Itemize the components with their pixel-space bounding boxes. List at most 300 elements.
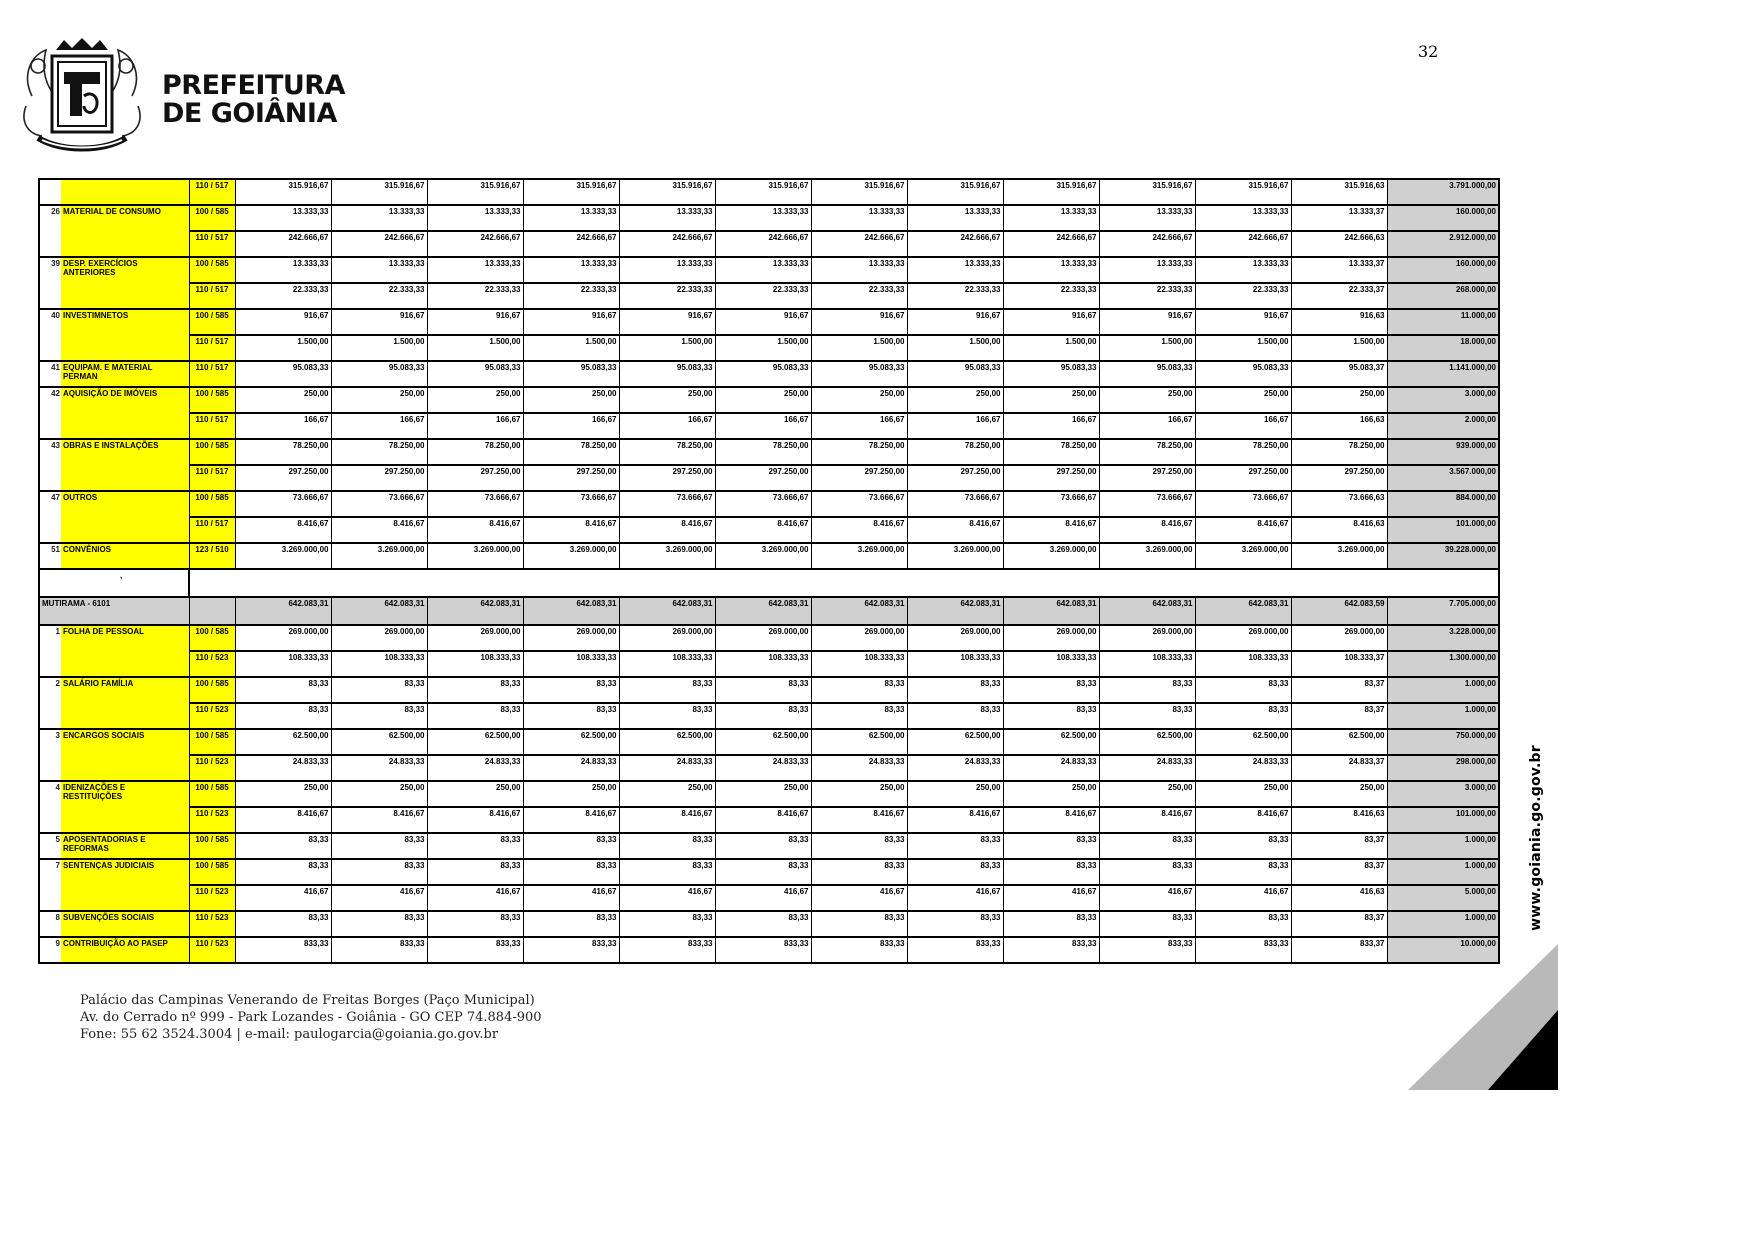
month-value-cell: 250,00	[907, 781, 1003, 807]
month-value-cell: 95.083,33	[427, 361, 523, 387]
month-value-cell: 73.666,67	[523, 491, 619, 517]
row-total: 268.000,00	[1387, 283, 1499, 309]
month-value-cell: 83,33	[619, 703, 715, 729]
month-value-cell: 62.500,00	[1003, 729, 1099, 755]
month-value-cell: 8.416,67	[715, 807, 811, 833]
section-header-row	[39, 597, 1499, 625]
section-month-value: 642.083,31	[235, 597, 331, 625]
row-code	[39, 465, 61, 491]
month-value-cell: 22.333,33	[619, 283, 715, 309]
row-fonte: 110 / 517	[189, 231, 235, 257]
month-value-cell: 297.250,00	[811, 465, 907, 491]
month-value-cell: 833,33	[907, 937, 1003, 963]
month-value-cell: 297.250,00	[619, 465, 715, 491]
month-value-cell: 13.333,33	[427, 205, 523, 231]
month-value-cell: 8.416,67	[619, 807, 715, 833]
row-fonte: 110 / 523	[189, 937, 235, 963]
month-value-cell: 78.250,00	[811, 439, 907, 465]
month-value-cell: 166,67	[523, 413, 619, 439]
month-value-cell: 166,67	[235, 413, 331, 439]
month-value-cell: 3.269.000,00	[619, 543, 715, 569]
month-value-cell: 83,33	[1195, 677, 1291, 703]
month-value-cell: 3.269.000,00	[1291, 543, 1387, 569]
month-value-cell: 83,33	[235, 677, 331, 703]
month-value-cell: 250,00	[1003, 387, 1099, 413]
month-value-cell: 1.500,00	[523, 335, 619, 361]
month-value-cell: 83,33	[331, 833, 427, 859]
blank-mark: ,	[39, 569, 189, 597]
month-value-cell: 8.416,67	[907, 807, 1003, 833]
month-value-cell: 22.333,33	[523, 283, 619, 309]
month-value-cell: 8.416,63	[1291, 517, 1387, 543]
table-row	[39, 781, 1499, 807]
table-row	[39, 543, 1499, 569]
row-fonte: 110 / 517	[189, 283, 235, 309]
month-value-cell: 8.416,67	[619, 517, 715, 543]
month-value-cell: 297.250,00	[1003, 465, 1099, 491]
month-value-cell: 833,37	[1291, 937, 1387, 963]
month-value-cell: 8.416,67	[1099, 517, 1195, 543]
month-value-cell: 315.916,63	[1291, 179, 1387, 205]
section-month-value: 642.083,31	[331, 597, 427, 625]
month-value-cell: 3.269.000,00	[1195, 543, 1291, 569]
month-value-cell: 83,33	[715, 859, 811, 885]
month-value-cell: 242.666,67	[619, 231, 715, 257]
month-value-cell: 73.666,67	[811, 491, 907, 517]
month-value-cell: 8.416,67	[1003, 807, 1099, 833]
month-value-cell: 269.000,00	[331, 625, 427, 651]
month-value-cell: 83,33	[1195, 911, 1291, 937]
month-value-cell: 250,00	[1195, 387, 1291, 413]
row-fonte: 100 / 585	[189, 729, 235, 755]
row-fonte: 100 / 585	[189, 205, 235, 231]
month-value-cell: 78.250,00	[715, 439, 811, 465]
month-value-cell: 416,63	[1291, 885, 1387, 911]
month-value-cell: 24.833,33	[715, 755, 811, 781]
month-value-cell: 83,33	[331, 703, 427, 729]
row-description: AQUISIÇÃO DE IMÓVEIS	[61, 387, 189, 413]
month-value-cell: 13.333,33	[1099, 205, 1195, 231]
month-value-cell: 242.666,63	[1291, 231, 1387, 257]
month-value-cell: 108.333,33	[907, 651, 1003, 677]
row-code: 5	[39, 833, 61, 859]
row-description	[61, 885, 189, 911]
row-description: SENTENÇAS JUDICIAIS	[61, 859, 189, 885]
month-value-cell: 269.000,00	[427, 625, 523, 651]
month-value-cell: 269.000,00	[811, 625, 907, 651]
month-value-cell: 108.333,33	[331, 651, 427, 677]
month-value-cell: 13.333,33	[523, 205, 619, 231]
month-value-cell: 83,33	[715, 911, 811, 937]
table-row	[39, 677, 1499, 703]
row-fonte: 100 / 585	[189, 833, 235, 859]
row-code: 39	[51, 259, 60, 268]
month-value-cell: 833,33	[235, 937, 331, 963]
month-value-cell: 22.333,33	[331, 283, 427, 309]
month-value-cell: 250,00	[235, 387, 331, 413]
month-value-cell: 24.833,33	[427, 755, 523, 781]
month-value-cell: 83,33	[715, 833, 811, 859]
month-value-cell: 3.269.000,00	[715, 543, 811, 569]
row-code: 41	[39, 361, 61, 387]
month-value-cell: 833,33	[1099, 937, 1195, 963]
month-value-cell: 269.000,00	[1195, 625, 1291, 651]
row-total: 3.228.000,00	[1387, 625, 1499, 651]
month-value-cell: 95.083,33	[523, 361, 619, 387]
row-total: 39.228.000,00	[1387, 543, 1499, 569]
month-value-cell: 250,00	[523, 387, 619, 413]
month-value-cell: 916,67	[523, 309, 619, 335]
row-description: OBRAS E INSTALAÇÕES	[61, 439, 189, 465]
month-value-cell: 250,00	[427, 781, 523, 807]
month-value-cell: 833,33	[715, 937, 811, 963]
month-value-cell: 297.250,00	[235, 465, 331, 491]
month-value-cell: 297.250,00	[427, 465, 523, 491]
month-value-cell: 297.250,00	[331, 465, 427, 491]
month-value-cell: 24.833,33	[523, 755, 619, 781]
month-value-cell: 416,67	[715, 885, 811, 911]
month-value-cell: 24.833,37	[1291, 755, 1387, 781]
month-value-cell: 24.833,33	[331, 755, 427, 781]
month-value-cell: 83,33	[715, 677, 811, 703]
footer-line-2: Av. do Cerrado nº 999 - Park Lozandes - Goiânia - GO CEP 74.884-900	[80, 1010, 542, 1025]
month-value-cell: 269.000,00	[523, 625, 619, 651]
row-fonte: 110 / 517	[189, 335, 235, 361]
row-total: 3.000,00	[1387, 387, 1499, 413]
month-value-cell: 22.333,37	[1291, 283, 1387, 309]
month-value-cell: 95.083,33	[715, 361, 811, 387]
month-value-cell: 24.833,33	[1099, 755, 1195, 781]
month-value-cell: 108.333,33	[619, 651, 715, 677]
month-value-cell: 833,33	[619, 937, 715, 963]
row-code: 51	[39, 543, 61, 569]
month-value-cell: 315.916,67	[715, 179, 811, 205]
month-value-cell: 83,33	[331, 859, 427, 885]
table-row	[39, 491, 1499, 517]
month-value-cell: 8.416,67	[235, 517, 331, 543]
month-value-cell: 916,67	[1003, 309, 1099, 335]
row-description: IDENIZAÇÕES E RESTITUIÇÕES	[61, 781, 189, 807]
table-row	[39, 361, 1499, 387]
month-value-cell: 8.416,67	[427, 517, 523, 543]
row-code: 3	[55, 731, 60, 740]
month-value-cell: 83,33	[427, 703, 523, 729]
month-value-cell: 83,37	[1291, 833, 1387, 859]
month-value-cell: 24.833,33	[619, 755, 715, 781]
section-month-value: 642.083,31	[1195, 597, 1291, 625]
row-code	[39, 651, 61, 677]
month-value-cell: 83,33	[811, 859, 907, 885]
row-total: 1.000,00	[1387, 859, 1499, 885]
row-description	[61, 517, 189, 543]
month-value-cell: 250,00	[235, 781, 331, 807]
section-month-value: 642.083,59	[1291, 597, 1387, 625]
month-value-cell: 250,00	[523, 781, 619, 807]
month-value-cell: 297.250,00	[1099, 465, 1195, 491]
month-value-cell: 3.269.000,00	[811, 543, 907, 569]
row-description	[61, 755, 189, 781]
month-value-cell: 242.666,67	[235, 231, 331, 257]
row-description	[61, 703, 189, 729]
month-value-cell: 242.666,67	[1003, 231, 1099, 257]
month-value-cell: 3.269.000,00	[427, 543, 523, 569]
table-row	[39, 335, 1499, 361]
row-fonte: 100 / 585	[189, 387, 235, 413]
month-value-cell: 833,33	[427, 937, 523, 963]
month-value-cell: 416,67	[619, 885, 715, 911]
month-value-cell: 8.416,63	[1291, 807, 1387, 833]
month-value-cell: 83,33	[427, 677, 523, 703]
row-description: SALÁRIO FAMÍLIA	[61, 677, 189, 703]
month-value-cell: 250,00	[619, 387, 715, 413]
month-value-cell: 250,00	[1003, 781, 1099, 807]
month-value-cell: 83,37	[1291, 859, 1387, 885]
row-total: 1.000,00	[1387, 833, 1499, 859]
month-value-cell: 416,67	[523, 885, 619, 911]
month-value-cell: 166,67	[715, 413, 811, 439]
month-value-cell: 83,33	[331, 911, 427, 937]
month-value-cell: 78.250,00	[235, 439, 331, 465]
footer-address	[80, 992, 542, 1043]
month-value-cell: 916,67	[619, 309, 715, 335]
month-value-cell: 22.333,33	[427, 283, 523, 309]
row-description: CONVÊNIOS	[61, 543, 189, 569]
month-value-cell: 83,33	[523, 677, 619, 703]
month-value-cell: 8.416,67	[811, 517, 907, 543]
month-value-cell: 1.500,00	[331, 335, 427, 361]
month-value-cell: 13.333,33	[1099, 257, 1195, 283]
row-code: 40	[51, 311, 60, 320]
month-value-cell: 1.500,00	[1195, 335, 1291, 361]
month-value-cell: 73.666,67	[715, 491, 811, 517]
month-value-cell: 83,33	[619, 677, 715, 703]
row-total: 3.567.000,00	[1387, 465, 1499, 491]
month-value-cell: 916,67	[715, 309, 811, 335]
month-value-cell: 1.500,00	[715, 335, 811, 361]
month-value-cell: 83,37	[1291, 911, 1387, 937]
month-value-cell: 73.666,67	[619, 491, 715, 517]
month-value-cell: 83,33	[811, 911, 907, 937]
table-row	[39, 179, 1499, 205]
month-value-cell: 83,33	[1195, 703, 1291, 729]
month-value-cell: 73.666,67	[1195, 491, 1291, 517]
row-total: 5.000,00	[1387, 885, 1499, 911]
month-value-cell: 166,67	[1195, 413, 1291, 439]
month-value-cell: 315.916,67	[1099, 179, 1195, 205]
month-value-cell: 916,67	[1195, 309, 1291, 335]
month-value-cell: 269.000,00	[907, 625, 1003, 651]
month-value-cell: 83,33	[619, 911, 715, 937]
footer-line-1: Palácio das Campinas Venerando de Freitas Borges (Paço Municipal)	[80, 993, 535, 1008]
row-code: 43	[51, 441, 60, 450]
month-value-cell: 166,67	[811, 413, 907, 439]
month-value-cell: 315.916,67	[619, 179, 715, 205]
month-value-cell: 315.916,67	[523, 179, 619, 205]
table-body-bottom	[39, 625, 1499, 963]
month-value-cell: 3.269.000,00	[523, 543, 619, 569]
footer-line-3: Fone: 55 62 3524.3004 | e-mail: paulogarcia@goiania.go.gov.br	[80, 1027, 499, 1042]
month-value-cell: 78.250,00	[331, 439, 427, 465]
row-fonte: 110 / 523	[189, 885, 235, 911]
month-value-cell: 916,63	[1291, 309, 1387, 335]
row-fonte: 100 / 585	[189, 439, 235, 465]
month-value-cell: 8.416,67	[235, 807, 331, 833]
month-value-cell: 73.666,67	[235, 491, 331, 517]
month-value-cell: 83,33	[1003, 677, 1099, 703]
month-value-cell: 83,33	[523, 911, 619, 937]
row-description: MATERIAL DE CONSUMO	[61, 205, 189, 231]
month-value-cell: 13.333,33	[619, 257, 715, 283]
row-description: INVESTIMNETOS	[61, 309, 189, 335]
month-value-cell: 62.500,00	[427, 729, 523, 755]
month-value-cell: 1.500,00	[811, 335, 907, 361]
month-value-cell: 833,33	[1195, 937, 1291, 963]
row-code	[39, 283, 61, 309]
month-value-cell: 83,33	[1195, 833, 1291, 859]
month-value-cell: 13.333,33	[235, 205, 331, 231]
month-value-cell: 13.333,33	[235, 257, 331, 283]
month-value-cell: 416,67	[1099, 885, 1195, 911]
month-value-cell: 416,67	[331, 885, 427, 911]
month-value-cell: 13.333,33	[811, 205, 907, 231]
month-value-cell: 8.416,67	[1195, 517, 1291, 543]
month-value-cell: 269.000,00	[715, 625, 811, 651]
month-value-cell: 315.916,67	[1195, 179, 1291, 205]
row-code	[39, 231, 61, 257]
table-row	[39, 309, 1499, 335]
month-value-cell: 315.916,67	[907, 179, 1003, 205]
month-value-cell: 3.269.000,00	[1003, 543, 1099, 569]
month-value-cell: 916,67	[427, 309, 523, 335]
month-value-cell: 269.000,00	[235, 625, 331, 651]
month-value-cell: 78.250,00	[907, 439, 1003, 465]
month-value-cell: 833,33	[811, 937, 907, 963]
brand-name	[162, 72, 345, 128]
table-row	[39, 283, 1499, 309]
month-value-cell: 22.333,33	[715, 283, 811, 309]
month-value-cell: 297.250,00	[1291, 465, 1387, 491]
month-value-cell: 8.416,67	[331, 517, 427, 543]
month-value-cell: 73.666,67	[1003, 491, 1099, 517]
month-value-cell: 13.333,33	[907, 257, 1003, 283]
row-code	[39, 413, 61, 439]
month-value-cell: 250,00	[331, 387, 427, 413]
row-code: 42	[51, 389, 60, 398]
month-value-cell: 297.250,00	[1195, 465, 1291, 491]
section-month-value: 642.083,31	[715, 597, 811, 625]
website-url: www.goiania.go.gov.br	[1528, 745, 1544, 931]
table-row	[39, 257, 1499, 283]
month-value-cell: 95.083,33	[811, 361, 907, 387]
month-value-cell: 13.333,33	[1003, 257, 1099, 283]
month-value-cell: 3.269.000,00	[235, 543, 331, 569]
month-value-cell: 62.500,00	[1195, 729, 1291, 755]
month-value-cell: 13.333,33	[907, 205, 1003, 231]
row-fonte: 110 / 517	[189, 361, 235, 387]
row-fonte: 100 / 585	[189, 309, 235, 335]
month-value-cell: 315.916,67	[811, 179, 907, 205]
month-value-cell: 416,67	[1195, 885, 1291, 911]
month-value-cell: 108.333,33	[235, 651, 331, 677]
row-fonte: 100 / 585	[189, 625, 235, 651]
row-total: 298.000,00	[1387, 755, 1499, 781]
month-value-cell: 8.416,67	[907, 517, 1003, 543]
row-code	[39, 335, 61, 361]
row-total: 160.000,00	[1387, 205, 1499, 231]
month-value-cell: 73.666,67	[331, 491, 427, 517]
month-value-cell: 166,67	[1099, 413, 1195, 439]
row-fonte: 110 / 517	[189, 413, 235, 439]
month-value-cell: 83,33	[235, 703, 331, 729]
month-value-cell: 83,33	[235, 859, 331, 885]
row-fonte: 110 / 523	[189, 755, 235, 781]
month-value-cell: 8.416,67	[715, 517, 811, 543]
month-value-cell: 83,33	[427, 911, 523, 937]
month-value-cell: 250,00	[1099, 781, 1195, 807]
month-value-cell: 22.333,33	[907, 283, 1003, 309]
row-description: FOLHA DE PESSOAL	[61, 625, 189, 651]
table-row	[39, 465, 1499, 491]
month-value-cell: 83,33	[427, 833, 523, 859]
section-month-value: 642.083,31	[1099, 597, 1195, 625]
row-fonte: 100 / 585	[189, 257, 235, 283]
month-value-cell: 166,67	[427, 413, 523, 439]
month-value-cell: 166,67	[331, 413, 427, 439]
month-value-cell: 250,00	[811, 781, 907, 807]
row-total: 18.000,00	[1387, 335, 1499, 361]
table-row	[39, 231, 1499, 257]
month-value-cell: 250,00	[715, 387, 811, 413]
month-value-cell: 13.333,33	[523, 257, 619, 283]
month-value-cell: 416,67	[907, 885, 1003, 911]
row-fonte: 110 / 517	[189, 179, 235, 205]
month-value-cell: 3.269.000,00	[907, 543, 1003, 569]
row-description	[61, 283, 189, 309]
row-fonte: 110 / 523	[189, 703, 235, 729]
month-value-cell: 242.666,67	[1195, 231, 1291, 257]
month-value-cell: 78.250,00	[619, 439, 715, 465]
month-value-cell: 250,00	[1291, 781, 1387, 807]
month-value-cell: 166,67	[619, 413, 715, 439]
month-value-cell: 13.333,33	[619, 205, 715, 231]
row-fonte: 100 / 585	[189, 781, 235, 807]
month-value-cell: 1.500,00	[427, 335, 523, 361]
month-value-cell: 83,33	[811, 703, 907, 729]
month-value-cell: 1.500,00	[619, 335, 715, 361]
month-value-cell: 416,67	[1003, 885, 1099, 911]
month-value-cell: 24.833,33	[235, 755, 331, 781]
month-value-cell: 13.333,33	[1195, 205, 1291, 231]
row-total: 3.791.000,00	[1387, 179, 1499, 205]
month-value-cell: 83,33	[1003, 703, 1099, 729]
month-value-cell: 8.416,67	[331, 807, 427, 833]
section-month-value: 642.083,31	[907, 597, 1003, 625]
month-value-cell: 83,33	[619, 859, 715, 885]
month-value-cell: 95.083,37	[1291, 361, 1387, 387]
month-value-cell: 22.333,33	[1099, 283, 1195, 309]
month-value-cell: 13.333,33	[715, 257, 811, 283]
month-value-cell: 916,67	[907, 309, 1003, 335]
month-value-cell: 78.250,00	[523, 439, 619, 465]
corner-triangle-decoration	[1408, 944, 1558, 1090]
month-value-cell: 83,33	[427, 859, 523, 885]
month-value-cell: 166,63	[1291, 413, 1387, 439]
month-value-cell: 297.250,00	[907, 465, 1003, 491]
month-value-cell: 315.916,67	[427, 179, 523, 205]
row-code: 4	[55, 783, 60, 792]
month-value-cell: 8.416,67	[1099, 807, 1195, 833]
month-value-cell: 242.666,67	[523, 231, 619, 257]
